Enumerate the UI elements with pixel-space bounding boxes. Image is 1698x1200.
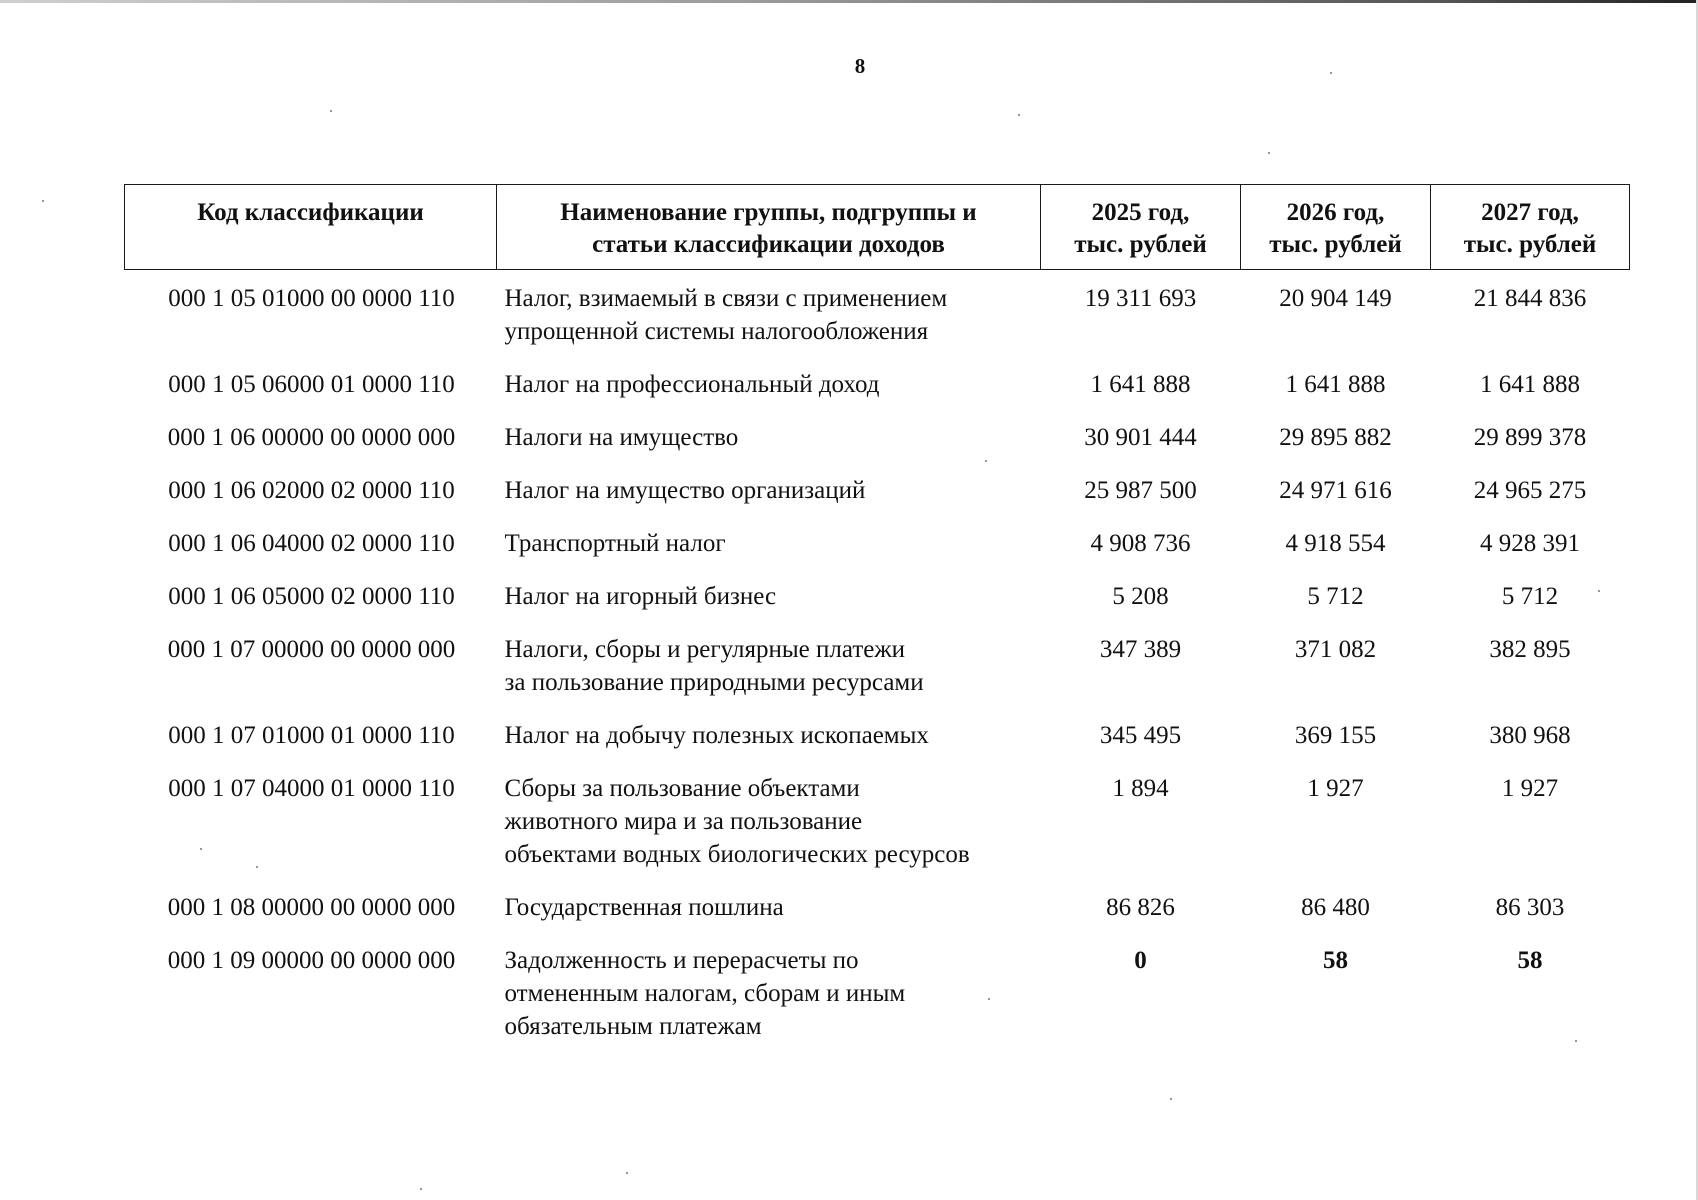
row-value-2026: 24 971 616 (1279, 477, 1392, 504)
row-name (497, 580, 1041, 633)
row-value-2025: 30 901 444 (1084, 424, 1197, 451)
row-value-2027: 86 303 (1495, 894, 1565, 921)
row-name-line: Налоги, сборы и регулярные платежи (504, 636, 906, 663)
header-2025-line-1: 2025 год, (1091, 199, 1190, 226)
row-name-line: Налог, взимаемый в связи с применением (504, 285, 948, 312)
row-name-line: за пользование природными ресурсами (504, 669, 924, 696)
row-value-2025: 1 641 888 (1090, 371, 1191, 398)
row-name-line: обязательным платежам (504, 1013, 762, 1040)
row-name-line: Государственная пошлина (504, 894, 784, 921)
scan-speck (1170, 1098, 1172, 1100)
revenue-table-container (124, 184, 1629, 1063)
row-value-2027: 24 965 275 (1473, 477, 1587, 504)
table-row (125, 527, 1630, 580)
table-row (125, 891, 1630, 944)
row-value-2027: 5 712 (1501, 583, 1559, 610)
scan-speck (330, 110, 332, 112)
row-value-2027: 58 (1517, 947, 1543, 974)
row-value-2026: 58 (1323, 947, 1348, 974)
row-value-2027: 4 928 391 (1480, 530, 1580, 557)
header-name (497, 185, 1041, 270)
table-body (125, 270, 1630, 1064)
row-name-line: Налог на добычу полезных ископаемых (504, 722, 929, 749)
row-name (497, 368, 1041, 421)
header-2026-line-1: 2026 год, (1286, 199, 1385, 226)
row-code: 000 1 06 00000 00 0000 000 (167, 424, 456, 451)
table-row (125, 944, 1630, 1063)
row-name-line: упрощенной системы налогообложения (504, 318, 929, 345)
row-name (497, 527, 1041, 580)
row-name-line: отмененным налогам, сборам и иным (504, 980, 906, 1007)
row-value-2026: 371 082 (1294, 636, 1377, 663)
page-number: 8 (854, 54, 866, 78)
row-name (497, 270, 1041, 369)
row-value-2025: 345 495 (1099, 722, 1182, 749)
row-value-2025: 19 311 693 (1084, 285, 1197, 312)
row-value-2026: 1 927 (1307, 775, 1364, 802)
header-2027-line-1: 2027 год, (1481, 199, 1579, 226)
row-name (497, 421, 1041, 474)
row-value-2025: 5 208 (1112, 583, 1169, 610)
header-2026-line-2: тыс. рублей (1269, 231, 1402, 258)
scan-speck (626, 1172, 628, 1174)
row-name (497, 891, 1041, 944)
row-value-2027: 382 895 (1489, 636, 1571, 663)
row-code: 000 1 07 01000 01 0000 110 (168, 722, 455, 749)
header-name-line-2: статьи классификации доходов (592, 231, 945, 258)
row-value-2025: 347 389 (1099, 636, 1182, 663)
scan-top-edge (0, 0, 1698, 3)
row-value-2026: 86 480 (1301, 894, 1370, 921)
header-row (125, 185, 1630, 270)
scan-speck (1018, 114, 1020, 116)
row-value-2025: 1 894 (1112, 775, 1169, 802)
scan-speck (1330, 72, 1332, 74)
row-code: 000 1 06 05000 02 0000 110 (168, 583, 455, 610)
row-name-line: Налог на игорный бизнес (504, 583, 777, 610)
row-name-line: объектами водных биологических ресурсов (504, 841, 970, 868)
row-name-line: Налог на имущество организаций (504, 477, 866, 504)
row-name-line: Транспортный налог (504, 530, 726, 557)
row-value-2027: 380 968 (1489, 722, 1571, 749)
table-row (125, 633, 1630, 719)
row-value-2026: 29 895 882 (1279, 424, 1392, 451)
row-code: 000 1 05 06000 01 0000 110 (168, 371, 455, 398)
row-name-line: Задолженность и перерасчеты по (504, 947, 859, 974)
row-code: 000 1 07 00000 00 0000 000 (167, 636, 456, 663)
header-2025 (1041, 185, 1241, 270)
row-value-2027: 21 844 836 (1473, 285, 1587, 312)
row-value-2025: 4 908 736 (1090, 530, 1191, 557)
row-code: 000 1 05 01000 00 0000 110 (168, 285, 455, 312)
row-name-line: животного мира и за пользование (504, 808, 863, 835)
row-code: 000 1 06 02000 02 0000 110 (168, 477, 455, 504)
row-code: 000 1 07 04000 01 0000 110 (168, 775, 455, 802)
row-value-2026: 4 918 554 (1285, 530, 1386, 557)
row-value-2027: 29 899 378 (1473, 424, 1587, 451)
header-code (125, 185, 497, 270)
row-name-line: Налог на профессиональный доход (504, 371, 880, 398)
row-code: 000 1 08 00000 00 0000 000 (167, 894, 456, 921)
scan-speck (42, 200, 44, 202)
header-name-line-1: Наименование группы, подгруппы и (560, 199, 977, 226)
row-name (497, 772, 1041, 891)
row-value-2025: 25 987 500 (1084, 477, 1197, 504)
table-row (125, 421, 1630, 474)
scan-speck (420, 1188, 422, 1190)
table-row (125, 719, 1630, 772)
row-value-2027: 1 927 (1501, 775, 1559, 802)
table-row (125, 772, 1630, 891)
row-name (497, 633, 1041, 719)
row-value-2026: 20 904 149 (1279, 285, 1392, 312)
table-row (125, 368, 1630, 421)
header-2025-line-2: тыс. рублей (1074, 231, 1207, 258)
table-row (125, 580, 1630, 633)
header-2027 (1431, 185, 1630, 270)
row-value-2027: 1 641 888 (1480, 371, 1580, 398)
row-value-2026: 1 641 888 (1285, 371, 1386, 398)
row-code: 000 1 09 00000 00 0000 000 (167, 947, 456, 974)
row-value-2026: 5 712 (1307, 583, 1364, 610)
row-name-line: Налоги на имущество (504, 424, 739, 451)
row-code: 000 1 06 04000 02 0000 110 (168, 530, 455, 557)
row-name (497, 944, 1041, 1063)
revenue-table (124, 184, 1630, 1063)
header-2026 (1241, 185, 1431, 270)
row-name (497, 719, 1041, 772)
scan-speck (1268, 152, 1270, 154)
row-name (497, 474, 1041, 527)
table-row (125, 474, 1630, 527)
table-row (125, 270, 1630, 369)
header-code-label: Код классификации (197, 199, 424, 226)
row-value-2026: 369 155 (1294, 722, 1377, 749)
row-name-line: Сборы за пользование объектами (504, 775, 860, 802)
row-value-2025: 86 826 (1106, 894, 1175, 921)
row-value-2025: 0 (1134, 947, 1147, 974)
table-header (125, 185, 1630, 270)
header-2027-line-2: тыс. рублей (1463, 231, 1597, 258)
